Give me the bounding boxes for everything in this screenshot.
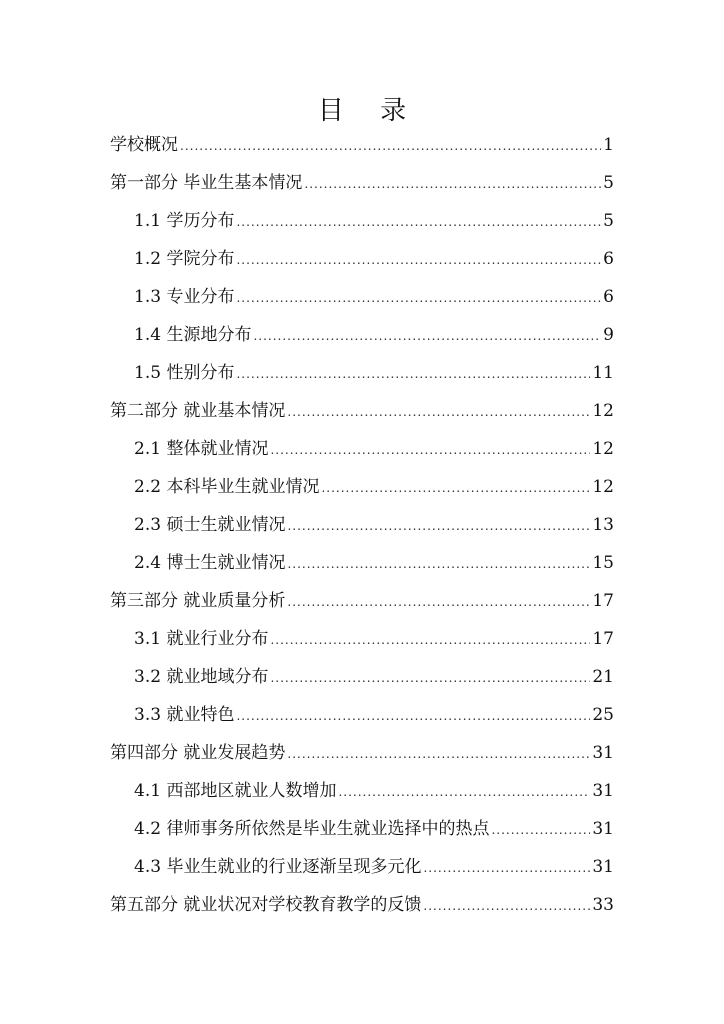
toc-entry[interactable] — [110, 468, 614, 506]
toc-entry-label: 2.1 整体就业情况 — [134, 439, 269, 459]
toc-dot-leader — [304, 165, 601, 203]
toc-dot-leader — [287, 507, 590, 545]
toc-entry-label: 第四部分 就业发展趋势 — [110, 743, 286, 763]
toc-dot-leader — [287, 545, 590, 583]
toc-entry[interactable] — [110, 886, 614, 924]
toc-entry-label: 1.4 生源地分布 — [134, 325, 252, 345]
toc-entry[interactable] — [110, 848, 614, 886]
toc-entry-page-number: 25 — [592, 705, 614, 725]
toc-entry-page-number: 17 — [592, 591, 614, 611]
toc-dot-leader — [423, 887, 590, 925]
toc-dot-leader — [287, 583, 590, 621]
toc-entry[interactable] — [110, 544, 614, 582]
toc-entry-page-number: 9 — [603, 325, 614, 345]
toc-entry[interactable] — [110, 430, 614, 468]
toc-entry-page-number: 5 — [603, 173, 614, 193]
toc-entry-label: 4.1 西部地区就业人数增加 — [134, 781, 337, 801]
toc-entry-page-number: 31 — [592, 781, 614, 801]
toc-entry-label: 2.3 硕士生就业情况 — [134, 515, 286, 535]
toc-dot-leader — [423, 849, 590, 887]
toc-dot-leader — [236, 697, 590, 735]
toc-entry-label: 第二部分 就业基本情况 — [110, 401, 286, 421]
toc-entry[interactable] — [110, 354, 614, 392]
toc-dot-leader — [236, 203, 601, 241]
toc-entry-label: 学校概况 — [110, 135, 178, 155]
toc-entry[interactable] — [110, 696, 614, 734]
toc-entry-label: 3.1 就业行业分布 — [134, 629, 269, 649]
toc-entry[interactable] — [110, 582, 614, 620]
toc-entry-label: 第五部分 就业状况对学校教育教学的反馈 — [110, 895, 422, 915]
table-of-contents — [110, 126, 614, 924]
toc-entry[interactable] — [110, 278, 614, 316]
toc-entry-page-number: 21 — [592, 667, 614, 687]
toc-dot-leader — [180, 127, 601, 165]
toc-entry-label: 2.2 本科毕业生就业情况 — [134, 477, 320, 497]
toc-dot-leader — [287, 393, 590, 431]
toc-entry-page-number: 13 — [592, 515, 614, 535]
toc-dot-leader — [253, 317, 601, 355]
toc-entry-page-number: 6 — [603, 249, 614, 269]
toc-entry[interactable] — [110, 658, 614, 696]
toc-dot-leader — [236, 241, 601, 279]
toc-entry-page-number: 12 — [592, 439, 614, 459]
toc-dot-leader — [236, 355, 590, 393]
toc-entry[interactable] — [110, 620, 614, 658]
toc-dot-leader — [270, 621, 590, 659]
toc-entry-page-number: 15 — [592, 553, 614, 573]
toc-entry[interactable] — [110, 506, 614, 544]
toc-dot-leader — [287, 735, 590, 773]
toc-entry-page-number: 31 — [592, 819, 614, 839]
toc-entry-label: 3.2 就业地域分布 — [134, 667, 269, 687]
toc-entry-label: 第三部分 就业质量分析 — [110, 591, 286, 611]
toc-entry-label: 3.3 就业特色 — [134, 705, 235, 725]
toc-entry-label: 1.1 学历分布 — [134, 211, 235, 231]
toc-entry[interactable] — [110, 734, 614, 772]
toc-entry[interactable] — [110, 810, 614, 848]
toc-entry-label: 第一部分 毕业生基本情况 — [110, 173, 303, 193]
toc-entry-page-number: 17 — [592, 629, 614, 649]
toc-entry[interactable] — [110, 240, 614, 278]
toc-entry-page-number: 12 — [592, 401, 614, 421]
toc-entry-label: 4.3 毕业生就业的行业逐渐呈现多元化 — [134, 857, 422, 877]
toc-dot-leader — [338, 773, 590, 811]
toc-entry-page-number: 33 — [592, 895, 614, 915]
toc-entry-page-number: 31 — [592, 743, 614, 763]
toc-entry-label: 1.5 性别分布 — [134, 363, 235, 383]
toc-dot-leader — [321, 469, 590, 507]
toc-entry-label: 1.2 学院分布 — [134, 249, 235, 269]
toc-title: 目 录 — [317, 96, 421, 126]
toc-entry[interactable] — [110, 202, 614, 240]
toc-entry-label: 1.3 专业分布 — [134, 287, 235, 307]
toc-entry[interactable] — [110, 316, 614, 354]
toc-entry-page-number: 1 — [603, 135, 614, 155]
toc-entry-page-number: 5 — [603, 211, 614, 231]
toc-entry-page-number: 12 — [592, 477, 614, 497]
toc-dot-leader — [236, 279, 601, 317]
toc-entry-page-number: 11 — [592, 363, 614, 383]
toc-entry[interactable] — [110, 772, 614, 810]
toc-dot-leader — [491, 811, 590, 849]
toc-entry-label: 2.4 博士生就业情况 — [134, 553, 286, 573]
toc-entry[interactable] — [110, 392, 614, 430]
toc-entry-page-number: 31 — [592, 857, 614, 877]
toc-entry[interactable] — [110, 126, 614, 164]
toc-entry-label: 4.2 律师事务所依然是毕业生就业选择中的热点 — [134, 819, 490, 839]
toc-entry[interactable] — [110, 164, 614, 202]
toc-entry-page-number: 6 — [603, 287, 614, 307]
toc-dot-leader — [270, 659, 590, 697]
toc-dot-leader — [270, 431, 590, 469]
